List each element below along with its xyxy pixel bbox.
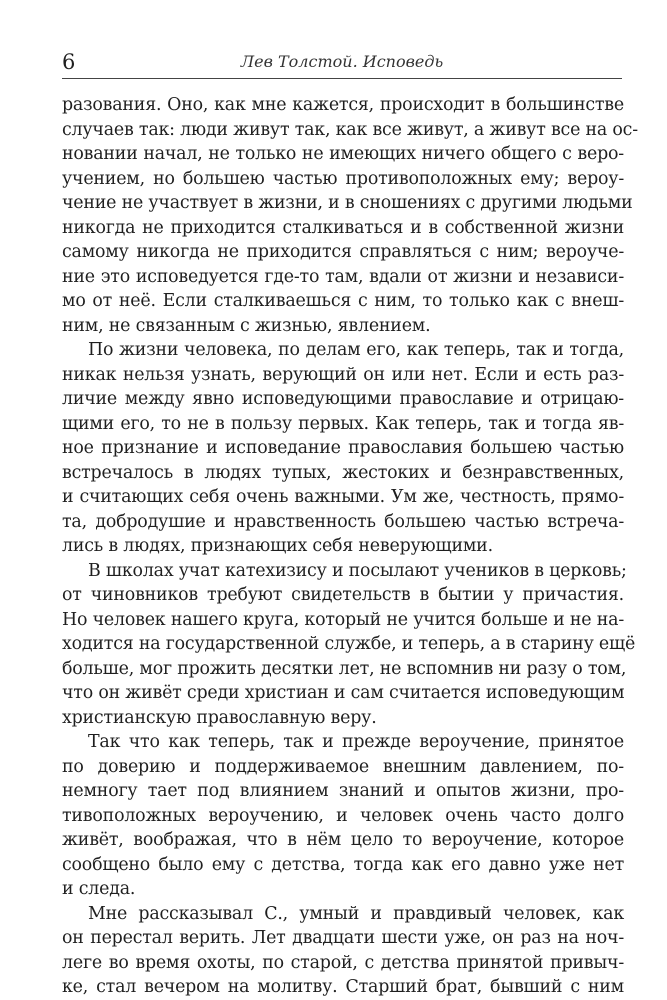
text-line: встречалось в людях тупых, жестоких и безнравственных, bbox=[62, 462, 624, 483]
paragraph bbox=[62, 93, 638, 338]
text-line: личие между явно исповедующими православие и отрицаю- bbox=[62, 389, 624, 409]
text-line: новании начал, не только не имеющих ничего общего с веро- bbox=[62, 144, 624, 164]
text-line: христианскую православную веру. bbox=[62, 707, 377, 728]
text-line: ние это исповедуется где-то там, вдали от жизни и независи- bbox=[62, 266, 624, 287]
text-line: он перестал верить. Лет двадцати шести уже, он раз на ноч- bbox=[62, 928, 624, 948]
text-line: В школах учат катехизису и посылают учеников в церковь; bbox=[88, 560, 627, 581]
text-line: что он живёт среди христиан и сам считается исповедующим bbox=[62, 683, 625, 703]
text-line: тивоположных вероучению, и человек очень часто долго bbox=[62, 805, 624, 826]
text-line: та, добродушие и нравственность большею частью встреча- bbox=[62, 511, 624, 532]
text-line: чение не участвует в жизни, и в сношениях с другими людьми bbox=[62, 193, 633, 213]
text-line: мо от неё. Если сталкиваешься с ним, то только как с внеш- bbox=[62, 291, 624, 311]
paragraph bbox=[62, 730, 624, 902]
text-line: Так что как теперь, так и прежде вероучение, принятое bbox=[88, 732, 624, 752]
page-number: 6 bbox=[62, 50, 76, 74]
text-line: и следа. bbox=[62, 879, 136, 899]
paragraph bbox=[62, 902, 624, 1000]
text-line: и считающих себя очень важными. Ум же, честность, прямо- bbox=[62, 487, 624, 507]
text-line: ке, стал вечером на молитву. Старший брат, бывший с ним bbox=[62, 977, 624, 997]
text-line: учением, но большею частью противоположных ему; вероу- bbox=[62, 168, 624, 189]
paragraph bbox=[62, 338, 624, 559]
text-line: Но человек нашего круга, который не учится больше и не на- bbox=[62, 609, 624, 630]
page-body-text bbox=[62, 93, 638, 1000]
page-header bbox=[62, 44, 622, 79]
text-line: ходится на государственной службе, и теперь, а в старину ещё bbox=[62, 634, 636, 654]
text-line: По жизни человека, по делам его, как теперь, так и тогда, bbox=[88, 340, 624, 360]
text-line: леге во время охоты, по старой, с детства принятой привыч- bbox=[62, 952, 624, 973]
running-title: Лев Толстой. Исповедь bbox=[240, 52, 444, 71]
text-line: самому никогда не приходится справляться с ним; вероуче- bbox=[62, 242, 624, 262]
text-line: случаев так: люди живут так, как все живут, а живут все на ос- bbox=[62, 119, 638, 140]
text-line: разования. Оно, как мне кажется, происходит в большинстве bbox=[62, 95, 624, 115]
text-line: ним, не связанным с жизнью, явлением. bbox=[62, 315, 431, 336]
text-line: от чиновников требуют свидетельств в бытии у причастия. bbox=[62, 585, 624, 605]
text-line: Мне рассказывал С., умный и правдивый человек, как bbox=[88, 903, 624, 924]
text-line: по доверию и поддерживаемое внешним давлением, по- bbox=[62, 756, 624, 777]
text-line: лись в людях, признающих себя неверующими. bbox=[62, 536, 493, 556]
text-line: немногу тает под влиянием знаний и опытов жизни, про- bbox=[62, 781, 624, 801]
text-line: никак нельзя узнать, верующий он или нет. Если и есть раз- bbox=[62, 364, 624, 385]
text-line: сообщено было ему с детства, тогда как его давно уже нет bbox=[62, 854, 624, 875]
text-line: больше, мог прожить десятки лет, не вспомнив ни разу о том, bbox=[62, 658, 627, 679]
text-line: щими его, то не в пользу первых. Как теперь, так и тогда яв- bbox=[62, 413, 624, 434]
paragraph bbox=[62, 559, 636, 731]
text-line: ное признание и исповедание православия большею частью bbox=[62, 438, 624, 458]
text-line: никогда не приходится сталкиваться и в собственной жизни bbox=[62, 217, 624, 238]
text-line: живёт, воображая, что в нём цело то вероучение, которое bbox=[62, 830, 624, 850]
